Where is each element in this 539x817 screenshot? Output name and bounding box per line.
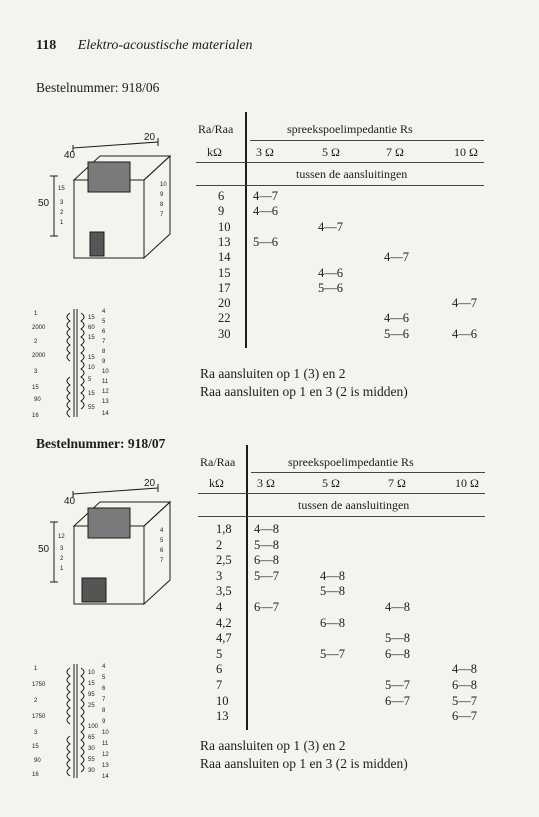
primary-label: 1750 — [32, 714, 46, 720]
secondary-label: 6 — [102, 686, 106, 692]
order-heading — [36, 436, 165, 452]
terminal-cell: 5—7 — [254, 568, 279, 583]
ra-value-cell: 3,5 — [216, 584, 232, 599]
ra-value-cell: 22 — [218, 311, 231, 326]
primary-label: 2 — [34, 339, 38, 345]
right-pin: 7 — [160, 212, 164, 218]
ra-value-cell: 5 — [216, 646, 223, 661]
terminal-cell: 5—7 — [320, 646, 345, 661]
primary-label: 1750 — [32, 682, 46, 688]
secondary-label: 10 — [102, 369, 109, 375]
secondary-label: 9 — [102, 719, 106, 725]
table-rule — [250, 140, 484, 141]
primary-label: 1 — [34, 311, 38, 317]
winding-value: 25 — [88, 703, 95, 709]
secondary-label: 7 — [102, 339, 106, 345]
dim-height: 50 — [38, 544, 50, 555]
dim-width: 20 — [144, 478, 156, 489]
col-header-10: 10 Ω — [454, 145, 478, 159]
ra-value-cell: 20 — [218, 296, 231, 311]
left-pin: 3 — [60, 546, 64, 552]
transformer-drawing — [30, 128, 180, 268]
winding-value: 15 — [88, 335, 95, 341]
col-header-3: 3 Ω — [257, 476, 275, 490]
terminal-cell: 4—6 — [318, 265, 343, 280]
left-pin: 15 — [58, 186, 65, 192]
page-title: Elektro-acoustische materialen — [77, 38, 253, 53]
order-number: 918/06 — [121, 80, 160, 95]
terminal-cell: 4—8 — [452, 662, 477, 677]
ra-value-cell: 6 — [216, 662, 223, 677]
winding-value: 95 — [88, 692, 95, 698]
secondary-label: 12 — [102, 752, 109, 758]
ra-value-cell: 2,5 — [216, 553, 232, 568]
ra-value-cell: 17 — [218, 280, 231, 295]
dim-depth: 40 — [64, 150, 76, 161]
terminal-cell: 6—7 — [254, 600, 279, 614]
table-rule — [198, 516, 485, 517]
secondary-label: 5 — [102, 319, 106, 325]
table-rule — [198, 493, 485, 494]
ra-header: Ra/Raa — [198, 122, 234, 136]
left-pin: 12 — [58, 534, 65, 540]
col-header-3: 3 Ω — [256, 145, 274, 159]
terminal-cell: 6—8 — [385, 646, 410, 661]
note-ra: Ra aansluiten op 1 (3) en 2 — [200, 366, 346, 381]
right-pin: 4 — [160, 528, 164, 534]
terminal-cell: 5—8 — [385, 631, 410, 646]
order-heading — [36, 80, 159, 96]
dim-width: 20 — [144, 132, 156, 143]
terminal-cell: 5—8 — [320, 584, 345, 599]
primary-label: 90 — [34, 397, 41, 403]
right-pin: 6 — [160, 548, 164, 554]
left-pin: 2 — [60, 210, 64, 216]
ra-value-cell: 10 — [216, 693, 229, 708]
ra-value-cell: 13 — [218, 234, 231, 249]
terminal-cell: 4—8 — [254, 522, 279, 536]
primary-label: 15 — [32, 744, 39, 750]
unit-header: kΩ — [207, 145, 222, 159]
terminal-cell: 6—8 — [254, 553, 279, 568]
terminal-cell: 6—7 — [452, 709, 477, 724]
secondary-label: 5 — [102, 675, 106, 681]
terminal-cell: 5—7 — [452, 693, 477, 708]
subheader: tussen de aansluitingen — [296, 167, 408, 181]
winding-value: 15 — [88, 681, 95, 687]
table-divider — [245, 112, 247, 348]
terminal-cell: 5—6 — [318, 280, 343, 295]
note-raa: Raa aansluiten op 1 en 3 (2 is midden) — [200, 384, 408, 399]
terminal-cell: 4—7 — [318, 219, 343, 234]
primary-label: 90 — [34, 758, 41, 764]
ra-value-cell: 15 — [218, 265, 231, 280]
terminal-cell: 6—7 — [385, 693, 410, 708]
subheader: tussen de aansluitingen — [298, 498, 410, 512]
ra-value-cell: 10 — [218, 219, 231, 234]
ra-value-cell: 13 — [216, 709, 229, 724]
terminal-cell: 5—8 — [254, 537, 279, 552]
ra-value-cell: 4 — [216, 600, 223, 614]
primary-label: 2000 — [32, 325, 46, 331]
terminal-cell: 4—8 — [385, 600, 410, 614]
left-pin: 3 — [60, 200, 64, 206]
secondary-label: 8 — [102, 708, 106, 714]
dim-height: 50 — [38, 198, 50, 209]
terminal-cell: 4—7 — [384, 250, 409, 265]
right-pin: 8 — [160, 202, 164, 208]
winding-value: 10 — [88, 670, 95, 676]
secondary-label: 13 — [102, 399, 109, 405]
left-pin: 1 — [60, 566, 64, 572]
group-header: spreekspoelimpedantie Rs — [287, 122, 413, 136]
winding-value: 55 — [88, 757, 95, 763]
primary-label: 16 — [32, 772, 39, 778]
secondary-label: 6 — [102, 329, 106, 335]
order-label: Bestelnummer: — [36, 80, 119, 95]
ra-value-cell: 14 — [218, 250, 231, 265]
primary-label: 1 — [34, 666, 38, 672]
secondary-label: 11 — [102, 379, 109, 385]
winding-value: 30 — [88, 768, 95, 774]
terminal-cell: 4—7 — [253, 189, 278, 203]
ra-value-cell: 1,8 — [216, 522, 232, 536]
secondary-label: 10 — [102, 730, 109, 736]
ra-value-cell: 7 — [216, 678, 223, 692]
winding-schematic — [30, 660, 120, 784]
col-header-7: 7 Ω — [386, 145, 404, 159]
left-pin: 2 — [60, 556, 64, 562]
terminal-cell: 4—6 — [253, 204, 278, 219]
terminal-cell: 5—6 — [384, 326, 409, 341]
ra-header: Ra/Raa — [200, 455, 236, 469]
order-number: 918/07 — [127, 436, 166, 451]
secondary-label: 11 — [102, 741, 109, 747]
winding-value: 60 — [88, 325, 95, 331]
secondary-label: 14 — [102, 774, 109, 780]
ra-value-cell: 30 — [218, 326, 231, 341]
ra-value-cell: 3 — [216, 568, 223, 583]
page-number: 118 — [36, 38, 57, 53]
winding-value: 15 — [88, 355, 95, 361]
right-pin: 7 — [160, 558, 164, 564]
terminal-cell: 4—7 — [452, 296, 477, 311]
winding-value: 100 — [88, 724, 99, 730]
left-pin: 1 — [60, 220, 64, 226]
winding-value: 55 — [88, 405, 95, 411]
primary-label: 3 — [34, 730, 38, 736]
secondary-label: 8 — [102, 349, 106, 355]
winding-value: 10 — [88, 365, 95, 371]
col-header-7: 7 Ω — [388, 476, 406, 490]
primary-label: 16 — [32, 413, 39, 419]
secondary-label: 14 — [102, 411, 109, 417]
table-rule — [196, 162, 484, 163]
primary-label: 2 — [34, 698, 38, 704]
right-pin: 10 — [160, 182, 167, 188]
ra-value-cell: 4,2 — [216, 615, 232, 630]
primary-label: 3 — [34, 369, 38, 375]
terminal-cell: 5—7 — [385, 678, 410, 692]
ra-value-cell: 2 — [216, 537, 223, 552]
winding-schematic — [30, 305, 120, 423]
secondary-label: 9 — [102, 359, 106, 365]
secondary-label: 7 — [102, 697, 106, 703]
order-label: Bestelnummer: — [36, 436, 125, 451]
ra-value-cell: 6 — [218, 189, 225, 203]
terminal-cell: 4—6 — [452, 326, 477, 341]
table-rule — [196, 185, 484, 186]
ra-value-cell: 9 — [218, 204, 225, 219]
terminal-cell: 5—6 — [253, 234, 278, 249]
col-header-10: 10 Ω — [455, 476, 479, 490]
table-rule — [251, 472, 485, 473]
ra-value-cell: 4,7 — [216, 631, 232, 646]
terminal-cell: 6—8 — [320, 615, 345, 630]
primary-label: 15 — [32, 385, 39, 391]
secondary-label: 4 — [102, 309, 106, 315]
winding-value: 15 — [88, 391, 95, 397]
page-header — [36, 38, 253, 54]
col-header-5: 5 Ω — [322, 476, 340, 490]
right-pin: 5 — [160, 538, 164, 544]
table-divider — [246, 445, 248, 730]
winding-value: 5 — [88, 377, 92, 383]
col-header-5: 5 Ω — [322, 145, 340, 159]
terminal-cell: 6—8 — [452, 678, 477, 692]
secondary-label: 13 — [102, 763, 109, 769]
winding-value: 65 — [88, 735, 95, 741]
winding-value: 30 — [88, 746, 95, 752]
winding-value: 15 — [88, 315, 95, 321]
primary-label: 2000 — [32, 353, 46, 359]
note-ra: Ra aansluiten op 1 (3) en 2 — [200, 738, 346, 753]
transformer-drawing — [30, 474, 180, 614]
secondary-label: 12 — [102, 389, 109, 395]
unit-header: kΩ — [209, 476, 224, 490]
group-header: spreekspoelimpedantie Rs — [288, 455, 414, 469]
terminal-cell: 4—8 — [320, 568, 345, 583]
note-raa: Raa aansluiten op 1 en 3 (2 is midden) — [200, 756, 408, 771]
right-pin: 9 — [160, 192, 164, 198]
secondary-label: 4 — [102, 664, 106, 670]
terminal-cell: 4—6 — [384, 311, 409, 326]
dim-depth: 40 — [64, 496, 76, 507]
